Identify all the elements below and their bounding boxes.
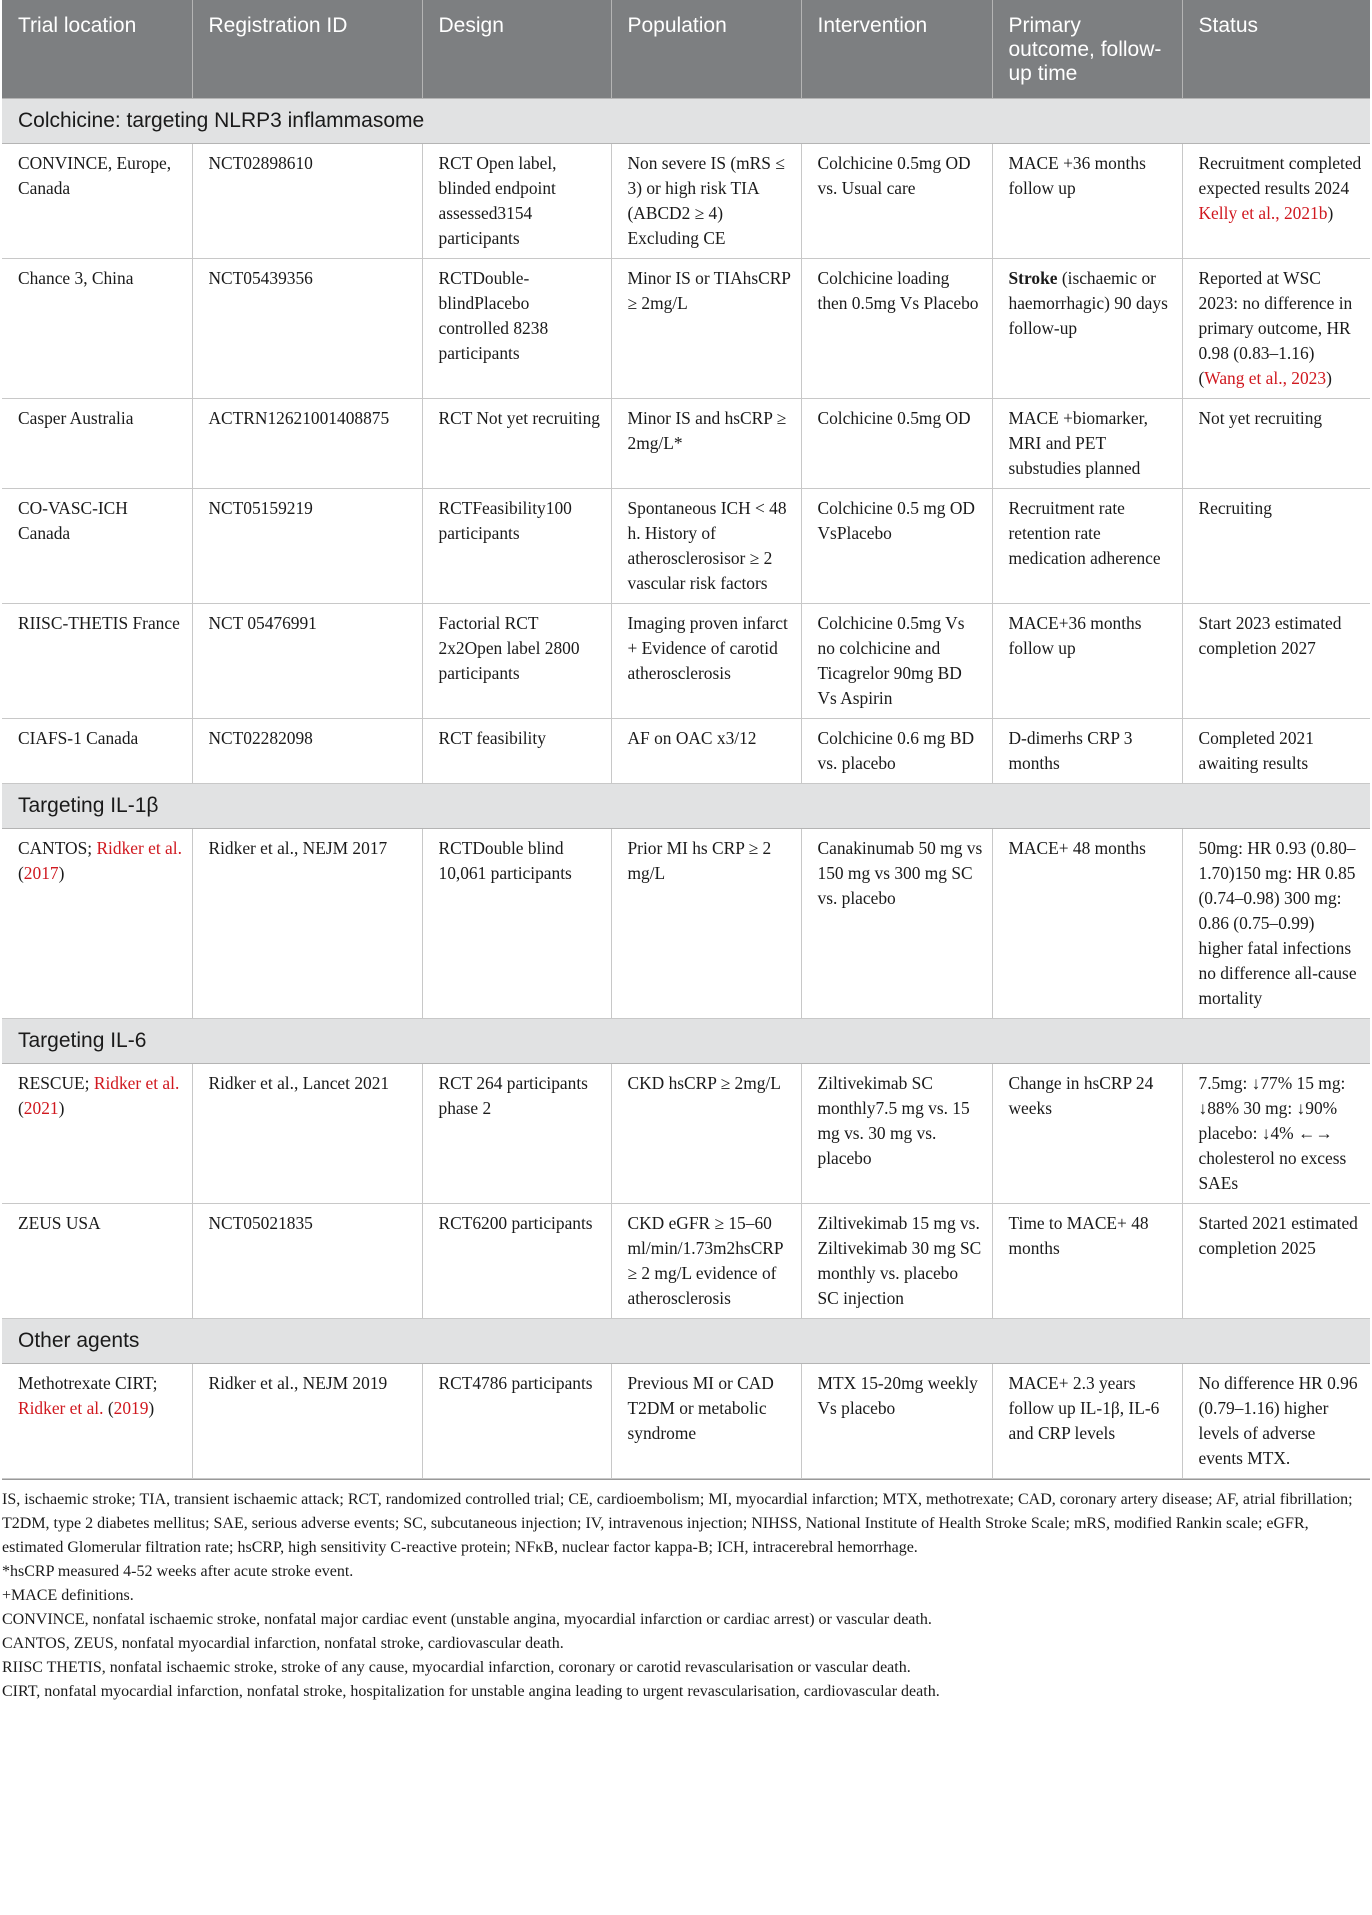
trial-location-text: RESCUE;: [18, 1072, 94, 1093]
citation-punct: (: [103, 1397, 114, 1418]
cell-intervention: Colchicine loading then 0.5mg Vs Placebo: [801, 258, 992, 398]
table-row: [2, 258, 1370, 398]
cell-status: [1182, 718, 1370, 783]
table-row: [2, 1063, 1370, 1203]
cell-trial-location: [2, 718, 192, 783]
cell-status: [1182, 398, 1370, 488]
table-row: [2, 603, 1370, 718]
trials-table: [2, 0, 1370, 1479]
trial-location-text: ZEUS USA: [18, 1212, 101, 1233]
citation-punct: ): [58, 1097, 65, 1118]
cell-population: Prior MI hs CRP ≥ 2 mg/L: [611, 828, 801, 1018]
trial-location-text: Methotrexate CIRT;: [18, 1372, 158, 1393]
cell-intervention: Ziltivekimab SC monthly7.5 mg vs. 15 mg vs. 30 mg vs. placebo: [801, 1063, 992, 1203]
cell-design: RCT 264 participants phase 2: [422, 1063, 611, 1203]
cell-status: [1182, 603, 1370, 718]
cell-intervention: Colchicine 0.5mg Vs no colchicine and Ticagrelor 90mg BD Vs Aspirin: [801, 603, 992, 718]
status-text: Recruitment completed expected results 2024: [1198, 152, 1362, 198]
cell-trial-location: [2, 1063, 192, 1203]
cell-registration: NCT05439356: [192, 258, 422, 398]
trial-location-text: CONVINCE, Europe, Canada: [18, 152, 172, 198]
cell-design: RCTDouble-blindPlacebo controlled 8238 participants: [422, 258, 611, 398]
citation-year-link[interactable]: 2017: [23, 862, 59, 883]
cell-registration: NCT05021835: [192, 1203, 422, 1318]
cell-status: [1182, 828, 1370, 1018]
cell-trial-location: [2, 143, 192, 258]
cell-design: Factorial RCT 2x2Open label 2800 participants: [422, 603, 611, 718]
section-header-row: [2, 98, 1370, 143]
status-text: No difference HR 0.96 (0.79–1.16) higher levels of adverse events MTX.: [1198, 1372, 1358, 1468]
cell-design: RCT Open label, blinded endpoint assessed3154 participants: [422, 143, 611, 258]
status-text: Completed 2021 awaiting results: [1198, 727, 1314, 773]
cell-population: Minor IS or TIAhsCRP ≥ 2mg/L: [611, 258, 801, 398]
section-title: Targeting IL-1β: [2, 783, 1370, 828]
cell-design: RCT Not yet recruiting: [422, 398, 611, 488]
outcome-text: MACE +biomarker, MRI and PET substudies planned: [1008, 407, 1149, 478]
table-row: [2, 143, 1370, 258]
table-row: [2, 718, 1370, 783]
cell-registration: ACTRN12621001408875: [192, 398, 422, 488]
section-header-row: [2, 1018, 1370, 1063]
cell-design: RCTDouble blind 10,061 participants: [422, 828, 611, 1018]
cell-primary-outcome: [992, 828, 1182, 1018]
section-title: Colchicine: targeting NLRP3 inflammasome: [2, 98, 1370, 143]
cell-design: RCT6200 participants: [422, 1203, 611, 1318]
cell-intervention: Ziltivekimab 15 mg vs. Ziltivekimab 30 mg SC monthly vs. placebo SC injection: [801, 1203, 992, 1318]
status-text: 7.5mg: ↓77% 15 mg: ↓88% 30 mg: ↓90% placebo: ↓4% ←→ cholesterol no excess SAEs: [1198, 1072, 1347, 1193]
trial-location-text: Casper Australia: [18, 407, 134, 428]
cell-population: CKD hsCRP ≥ 2mg/L: [611, 1063, 801, 1203]
cell-registration: NCT02898610: [192, 143, 422, 258]
cell-status: [1182, 143, 1370, 258]
cell-population: AF on OAC x3/12: [611, 718, 801, 783]
cell-intervention: Colchicine 0.5mg OD: [801, 398, 992, 488]
citation-punct: ): [1326, 367, 1332, 388]
cell-registration: Ridker et al., Lancet 2021: [192, 1063, 422, 1203]
citation-link[interactable]: Ridker et al.: [93, 1072, 180, 1093]
outcome-bold-text: Stroke: [1008, 267, 1058, 288]
footnote: CONVINCE, nonfatal ischaemic stroke, nonfatal major cardiac event (unstable angina, myocardial infarction or cardiac arrest) or vascular death.: [2, 1610, 932, 1628]
table-row: [2, 1363, 1370, 1478]
outcome-text: Change in hsCRP 24 weeks: [1008, 1072, 1154, 1118]
citation-link[interactable]: Kelly et al., 2021b: [1198, 202, 1328, 223]
status-text: Start 2023 estimated completion 2027: [1198, 612, 1342, 658]
cell-population: Minor IS and hsCRP ≥ 2mg/L*: [611, 398, 801, 488]
cell-status: [1182, 1363, 1370, 1478]
footnotes: [2, 1479, 1370, 1704]
footnote: CANTOS, ZEUS, nonfatal myocardial infarction, nonfatal stroke, cardiovascular death.: [2, 1634, 564, 1652]
status-text: Started 2021 estimated completion 2025: [1198, 1212, 1358, 1258]
cell-primary-outcome: [992, 143, 1182, 258]
outcome-text: MACE+ 48 months: [1008, 837, 1146, 858]
section-header-row: [2, 783, 1370, 828]
cell-population: Spontaneous ICH < 48 h. History of atherosclerosisor ≥ 2 vascular risk factors: [611, 488, 801, 603]
outcome-text: D-dimerhs CRP 3 months: [1008, 727, 1133, 773]
footnote: IS, ischaemic stroke; TIA, transient ischaemic attack; RCT, randomized controlled trial; CE, cardioembolism; MI, myocardial infarction; MTX, methotrexate; CAD, coronary artery disease; AF, atrial fibrillation; T2DM, type 2 diabetes mellitus; SAE, serious adverse events; SC, subcutaneous injection; IV, intravenous injection; NIHSS, National Institute of Health Stroke Scale; mRS, modified Rankin scale; eGFR, estimated Glomerular filtration rate; hsCRP, high sensitivity C-reactive protein; NFκB, nuclear factor kappa-B; ICH, intracerebral hemorrhage.: [2, 1490, 1353, 1556]
citation-year-link[interactable]: 2019: [113, 1397, 149, 1418]
cell-trial-location: [2, 1363, 192, 1478]
status-text: 50mg: HR 0.93 (0.80–1.70)150 mg: HR 0.85 (0.74–0.98) 300 mg: 0.86 (0.75–0.99) higher fatal infections no difference all-cause mortality: [1198, 837, 1357, 1008]
section-title: Other agents: [2, 1318, 1370, 1363]
cell-design: RCT4786 participants: [422, 1363, 611, 1478]
citation-punct: ): [58, 862, 65, 883]
table-body: [2, 98, 1370, 1478]
cell-primary-outcome: [992, 258, 1182, 398]
footnote: *hsCRP measured 4-52 weeks after acute stroke event.: [2, 1562, 354, 1580]
trial-location-text: CANTOS;: [18, 837, 97, 858]
cell-registration: Ridker et al., NEJM 2019: [192, 1363, 422, 1478]
outcome-text: MACE+ 2.3 years follow up IL-1β, IL-6 and CRP levels: [1008, 1372, 1160, 1443]
outcome-text: Recruitment rate retention rate medication adherence: [1008, 497, 1161, 568]
cell-primary-outcome: [992, 1063, 1182, 1203]
outcome-text: MACE +36 months follow up: [1008, 152, 1146, 198]
cell-trial-location: [2, 488, 192, 603]
citation-year-link[interactable]: 2021: [23, 1097, 59, 1118]
header-intervention: Intervention: [801, 0, 992, 98]
cell-primary-outcome: [992, 718, 1182, 783]
cell-primary-outcome: [992, 1363, 1182, 1478]
cell-trial-location: [2, 258, 192, 398]
header-row: [2, 0, 1370, 98]
cell-population: Previous MI or CAD T2DM or metabolic syndrome: [611, 1363, 801, 1478]
table-row: [2, 398, 1370, 488]
outcome-text: MACE+36 months follow up: [1008, 612, 1142, 658]
header-design: Design: [422, 0, 611, 98]
cell-status: [1182, 1063, 1370, 1203]
cell-design: RCTFeasibility100 participants: [422, 488, 611, 603]
cell-intervention: MTX 15-20mg weekly Vs placebo: [801, 1363, 992, 1478]
citation-punct: ): [148, 1397, 155, 1418]
cell-status: [1182, 488, 1370, 603]
citation-punct: (: [18, 862, 24, 883]
header-trial-location: Trial location: [2, 0, 192, 98]
status-text: Not yet recruiting: [1198, 407, 1323, 428]
section-title: Targeting IL-6: [2, 1018, 1370, 1063]
cell-primary-outcome: [992, 398, 1182, 488]
cell-population: Non severe IS (mRS ≤ 3) or high risk TIA (ABCD2 ≥ 4) Excluding CE: [611, 143, 801, 258]
cell-population: CKD eGFR ≥ 15–60 ml/min/1.73m2hsCRP ≥ 2 mg/L evidence of atherosclerosis: [611, 1203, 801, 1318]
cell-trial-location: [2, 603, 192, 718]
cell-population: Imaging proven infarct + Evidence of carotid atherosclerosis: [611, 603, 801, 718]
cell-registration: NCT05159219: [192, 488, 422, 603]
trial-location-text: Chance 3, China: [18, 267, 134, 288]
footnote: +MACE definitions.: [2, 1586, 134, 1604]
cell-registration: NCT02282098: [192, 718, 422, 783]
cell-primary-outcome: [992, 488, 1182, 603]
citation-punct: (: [18, 1097, 24, 1118]
cell-intervention: Colchicine 0.6 mg BD vs. placebo: [801, 718, 992, 783]
cell-registration: Ridker et al., NEJM 2017: [192, 828, 422, 1018]
citation-link[interactable]: Ridker et al.: [18, 1397, 104, 1418]
cell-intervention: Colchicine 0.5mg OD vs. Usual care: [801, 143, 992, 258]
table-row: [2, 828, 1370, 1018]
cell-status: [1182, 258, 1370, 398]
footnote: CIRT, nonfatal myocardial infarction, nonfatal stroke, hospitalization for unstable angina leading to urgent revascularisation, cardiovascular death.: [2, 1682, 940, 1700]
outcome-text: Time to MACE+ 48 months: [1008, 1212, 1149, 1258]
cell-primary-outcome: [992, 603, 1182, 718]
header-population: Population: [611, 0, 801, 98]
citation-link[interactable]: Wang et al., 2023: [1204, 367, 1327, 388]
trial-location-text: CO-VASC-ICH Canada: [18, 497, 128, 543]
header-status: Status: [1182, 0, 1370, 98]
outcome-text: (ischaemic or haemorrhagic) 90 days follow-up: [1008, 267, 1168, 338]
footnote: RIISC THETIS, nonfatal ischaemic stroke, stroke of any cause, myocardial infarction, coronary or carotid revascularisation or vascular death.: [2, 1658, 911, 1676]
status-text: Reported at WSC 2023: no difference in primary outcome, HR 0.98 (0.83–1.16) (: [1198, 267, 1353, 388]
table-row: [2, 488, 1370, 603]
cell-registration: NCT 05476991: [192, 603, 422, 718]
trial-location-text: CIAFS-1 Canada: [18, 727, 139, 748]
header-primary-outcome: Primary outcome, follow-up time: [992, 0, 1182, 98]
trial-location-text: RIISC-THETIS France: [18, 612, 180, 633]
table-row: [2, 1203, 1370, 1318]
cell-primary-outcome: [992, 1203, 1182, 1318]
cell-trial-location: [2, 828, 192, 1018]
header-registration-id: Registration ID: [192, 0, 422, 98]
cell-intervention: Canakinumab 50 mg vs 150 mg vs 300 mg SC vs. placebo: [801, 828, 992, 1018]
section-header-row: [2, 1318, 1370, 1363]
cell-trial-location: [2, 1203, 192, 1318]
cell-intervention: Colchicine 0.5 mg OD VsPlacebo: [801, 488, 992, 603]
cell-design: RCT feasibility: [422, 718, 611, 783]
citation-punct: ): [1327, 202, 1334, 223]
cell-status: [1182, 1203, 1370, 1318]
document: [2, 0, 1370, 1704]
status-text: Recruiting: [1198, 497, 1272, 518]
citation-link[interactable]: Ridker et al.: [96, 837, 182, 858]
cell-trial-location: [2, 398, 192, 488]
